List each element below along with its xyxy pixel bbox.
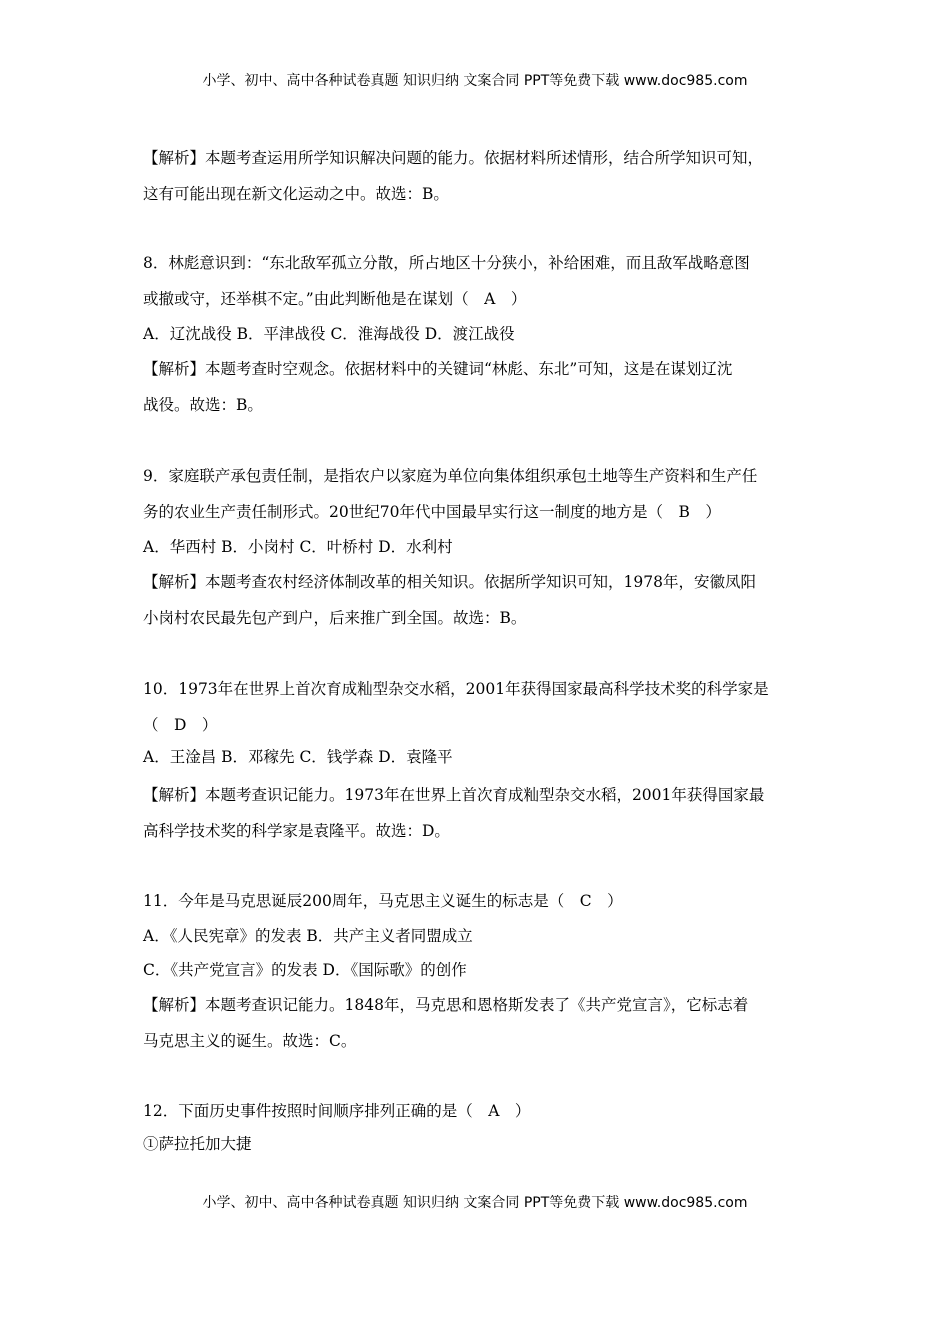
question-9-line-2: 务的农业生产责任制形式。20世纪70年代中国最早实行这一制度的地方是（ B ）	[143, 503, 721, 521]
question-10-answer: （ D ）	[143, 716, 218, 734]
analysis-11-line-1: 【解析】本题考查识记能力。1848年，马克思和恩格斯发表了《共产党宣言》，它标志着	[143, 996, 749, 1014]
analysis-8-line-1: 【解析】本题考查时空观念。依据材料中的关键词“林彪、东北”可知，这是在谋划辽沈	[143, 360, 733, 378]
page-footer: 小学、初中、高中各种试卷真题 知识归纳 文案合同 PPT等免费下载 www.doc985.com	[202, 1195, 748, 1211]
question-12-line-1: 12．下面历史事件按照时间顺序排列正确的是（ A ）	[143, 1102, 531, 1120]
question-9-options: A．华西村 B．小岗村 C．叶桥村 D．水利村	[143, 538, 453, 556]
question-11-options-1: A．《人民宪章》的发表 B．共产主义者同盟成立	[143, 927, 473, 945]
analysis-11-line-2: 马克思主义的诞生。故选：C。	[143, 1032, 357, 1050]
question-12-item-1: ①萨拉托加大捷	[143, 1135, 252, 1153]
question-10-options: A．王淦昌 B．邓稼先 C．钱学森 D．袁隆平	[143, 748, 453, 766]
analysis-9-line-1: 【解析】本题考查农村经济体制改革的相关知识。依据所学知识可知，1978年，安徽凤阳	[143, 573, 756, 591]
question-8-options: A．辽沈战役 B．平津战役 C．淮海战役 D．渡江战役	[143, 325, 515, 343]
question-11-options-2: C．《共产党宣言》的发表 D．《国际歌》的创作	[143, 961, 467, 979]
analysis-7-line-2: 这有可能出现在新文化运动之中。故选：B。	[143, 185, 449, 203]
question-9-line-1: 9．家庭联产承包责任制，是指农户以家庭为单位向集体组织承包土地等生产资料和生产任	[143, 467, 758, 485]
analysis-10-line-1: 【解析】本题考查识记能力。1973年在世界上首次育成籼型杂交水稻，2001年获得国家最	[143, 786, 765, 804]
analysis-8-line-2: 战役。故选：B。	[143, 396, 263, 414]
analysis-7-line-1: 【解析】本题考查运用所学知识解决问题的能力。依据材料所述情形，结合所学知识可知，	[143, 149, 764, 167]
page-header: 小学、初中、高中各种试卷真题 知识归纳 文案合同 PPT等免费下载 www.doc985.com	[202, 73, 748, 89]
analysis-10-line-2: 高科学技术奖的科学家是袁隆平。故选：D。	[143, 822, 450, 840]
question-8-line-1: 8．林彪意识到：“东北敌军孤立分散，所占地区十分狭小，补给困难，而且敌军战略意图	[143, 254, 750, 272]
question-11-line-1: 11．今年是马克思诞辰200周年，马克思主义诞生的标志是（ C ）	[143, 892, 623, 910]
analysis-9-line-2: 小岗村农民最先包产到户，后来推广到全国。故选：B。	[143, 609, 527, 627]
question-8-line-2: 或撤或守，还举棋不定。”由此判断他是在谋划（ A ）	[143, 290, 527, 308]
question-10-line-1: 10．1973年在世界上首次育成籼型杂交水稻，2001年获得国家最高科学技术奖的科学家是	[143, 680, 769, 698]
